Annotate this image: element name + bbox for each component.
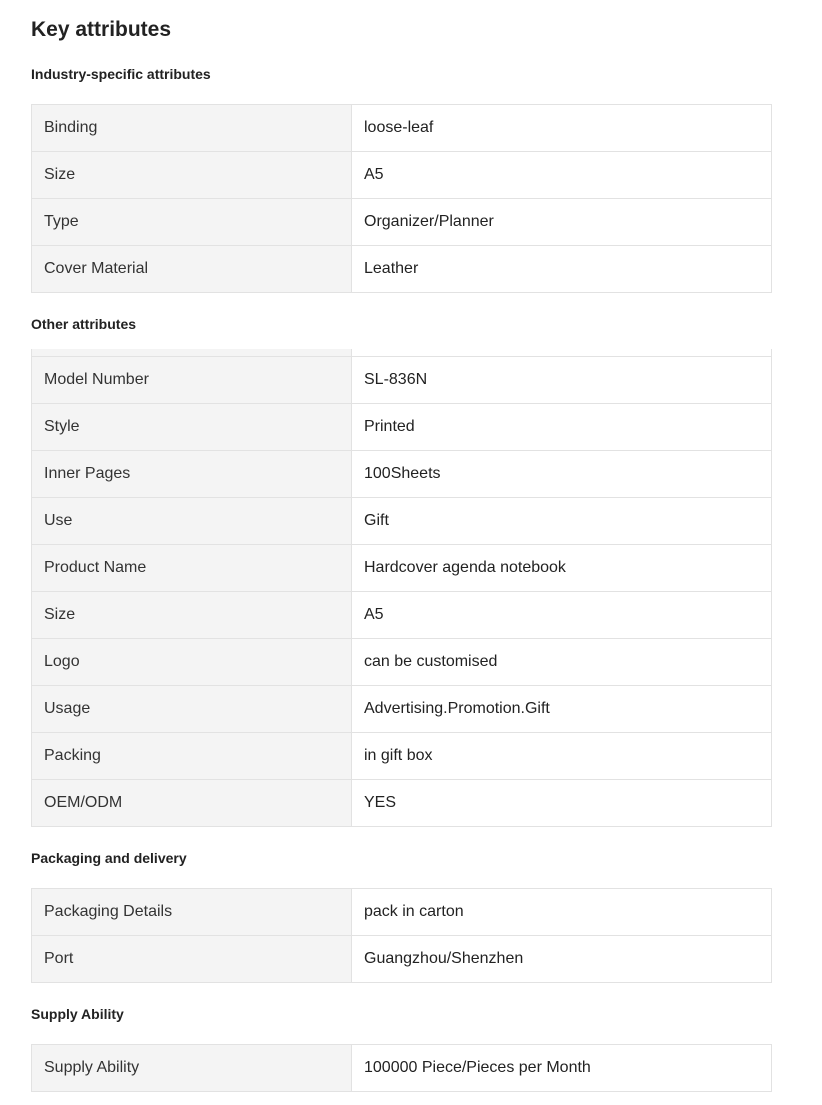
attribute-value: Printed	[352, 403, 772, 450]
attribute-key: Type	[32, 199, 352, 246]
attribute-key: Usage	[32, 685, 352, 732]
table-row	[32, 544, 772, 591]
attribute-value: A5	[352, 152, 772, 199]
attribute-value: can be customised	[352, 638, 772, 685]
section-title-industry: Industry-specific attributes	[31, 66, 211, 82]
attribute-key: Style	[32, 403, 352, 450]
attribute-value: Leather	[352, 246, 772, 293]
attribute-value: in gift box	[352, 732, 772, 779]
table-row	[32, 889, 772, 936]
table-row	[32, 403, 772, 450]
table-row	[32, 936, 772, 983]
other-attributes-table	[31, 349, 772, 827]
attribute-value: Gift	[352, 497, 772, 544]
table-row	[32, 779, 772, 826]
attribute-value: A5	[352, 591, 772, 638]
attribute-value: Organizer/Planner	[352, 199, 772, 246]
attribute-key: Supply Ability	[32, 1045, 352, 1092]
industry-attributes-table	[31, 104, 772, 293]
table-row	[32, 732, 772, 779]
table-row	[32, 638, 772, 685]
attribute-value: 100Sheets	[352, 450, 772, 497]
attribute-key: Size	[32, 591, 352, 638]
attribute-value: 100000 Piece/Pieces per Month	[352, 1045, 772, 1092]
table-row	[32, 356, 772, 403]
table-row	[32, 1045, 772, 1092]
attribute-value: Guangzhou/Shenzhen	[352, 936, 772, 983]
attribute-key: Binding	[32, 105, 352, 152]
supply-table	[31, 1044, 772, 1092]
table-row	[32, 591, 772, 638]
attribute-key: Packing	[32, 732, 352, 779]
attribute-key: Use	[32, 497, 352, 544]
attribute-key: Inner Pages	[32, 450, 352, 497]
packaging-table	[31, 888, 772, 983]
attribute-key: Cover Material	[32, 246, 352, 293]
attribute-value: loose-leaf	[352, 105, 772, 152]
attribute-value: YES	[352, 779, 772, 826]
section-title-other: Other attributes	[31, 316, 137, 332]
attribute-key: Product Name	[32, 544, 352, 591]
table-row	[32, 105, 772, 152]
table-row	[32, 685, 772, 732]
attribute-key: Packaging Details	[32, 889, 352, 936]
section-title-supply: Supply Ability	[31, 1006, 124, 1022]
attribute-value: SL-836N	[352, 356, 772, 403]
table-row	[32, 199, 772, 246]
page-title: Key attributes	[31, 18, 172, 41]
attribute-value: Hardcover agenda notebook	[352, 544, 772, 591]
attribute-value: pack in carton	[352, 889, 772, 936]
table-row-clipped	[32, 349, 772, 356]
table-row	[32, 152, 772, 199]
attribute-value: Advertising.Promotion.Gift	[352, 685, 772, 732]
table-row	[32, 497, 772, 544]
attribute-key: OEM/ODM	[32, 779, 352, 826]
table-row	[32, 246, 772, 293]
attribute-key: Port	[32, 936, 352, 983]
section-title-packaging: Packaging and delivery	[31, 850, 187, 866]
table-row	[32, 450, 772, 497]
attribute-key: Model Number	[32, 356, 352, 403]
attribute-key: Size	[32, 152, 352, 199]
attribute-key: Logo	[32, 638, 352, 685]
